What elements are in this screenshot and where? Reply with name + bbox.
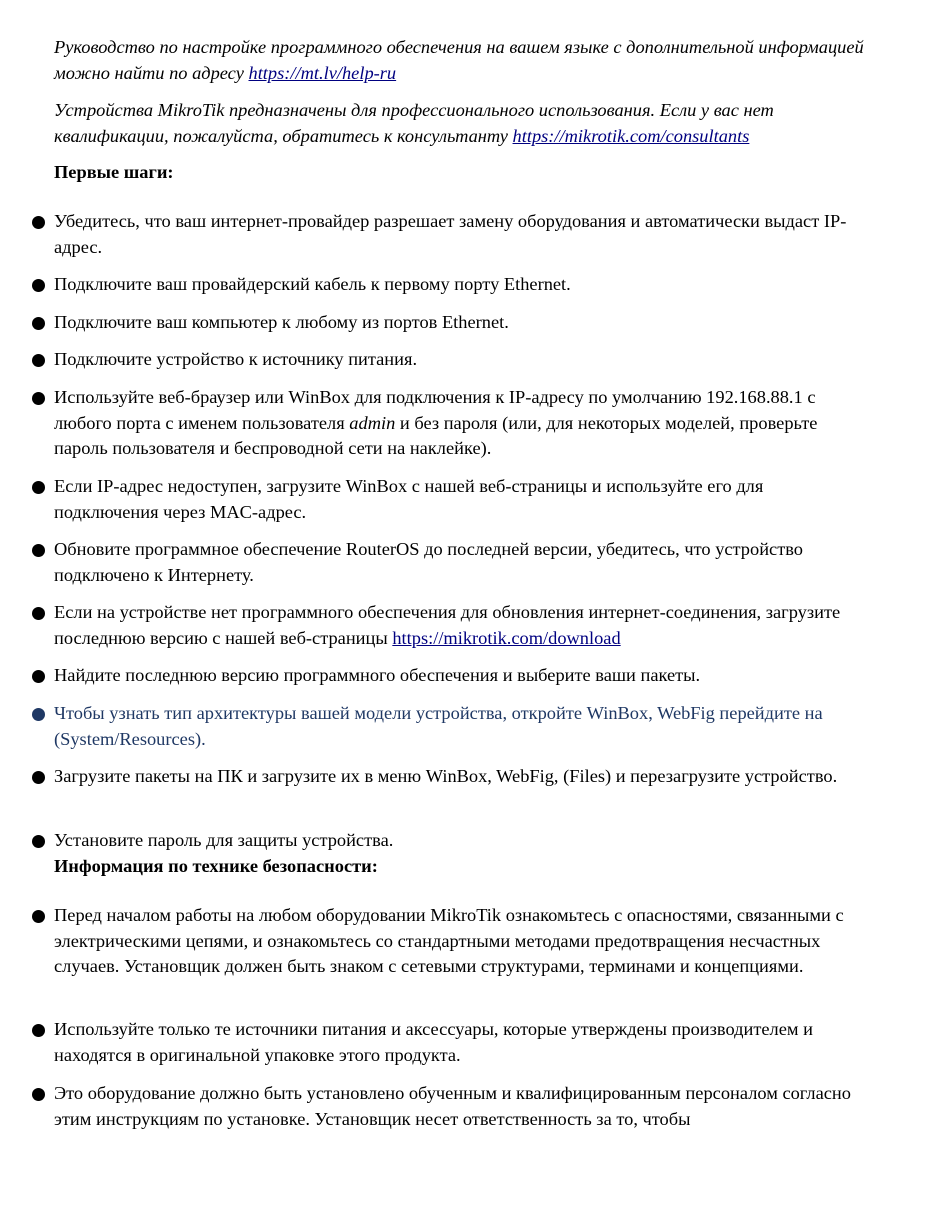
bullet-icon: [32, 392, 45, 405]
intro-help-paragraph: [54, 35, 866, 86]
list-item: [54, 537, 866, 588]
list-item: [54, 764, 866, 790]
list-item-text: Подключите ваш провайдерский кабель к первому порту Ethernet.: [54, 274, 571, 294]
list-item: [54, 474, 866, 525]
list-item-text: Перед началом работы на любом оборудовании MikroTik ознакомьтесь с опасностями, связанными с электрическими цепями, и ознакомьтесь со стандартными методами предотвращения несчастных случаев. Установщик должен быть знаком с сетевыми структурами, терминами и концепциями.: [54, 905, 844, 976]
list-item: [54, 310, 866, 336]
list-item-text: Чтобы узнать тип архитектуры вашей модели устройства, откройте WinBox, WebFig перейдите на (System/Resources).: [54, 703, 823, 749]
bullet-icon: [32, 544, 45, 557]
bullet-icon: [32, 1024, 45, 1037]
list-item: [54, 209, 866, 260]
bullet-icon: [32, 481, 45, 494]
list-item: [54, 385, 866, 462]
list-item-text: Обновите программное обеспечение RouterOS до последней версии, убедитесь, что устройство подключено к Интернету.: [54, 539, 803, 585]
list-item-text: Установите пароль для защиты устройства.: [54, 830, 394, 850]
default-username: admin: [349, 412, 396, 433]
list-item: [54, 272, 866, 298]
bullet-icon: [32, 1088, 45, 1101]
list-item-text: Используйте веб-браузер или WinBox для подключения к IP-адресу по умолчанию 192.168.88.1 с любого порта с именем пользователя: [54, 387, 816, 433]
list-item-text: Убедитесь, что ваш интернет-провайдер разрешает замену оборудования и автоматически выдаст IP-адрес.: [54, 211, 847, 257]
bullet-icon: [32, 279, 45, 292]
bullet-icon: [32, 835, 45, 848]
bullet-icon: [32, 771, 45, 784]
list-item-architecture: [54, 701, 866, 752]
list-item-text: Найдите последнюю версию программного обеспечения и выберите ваши пакеты.: [54, 665, 701, 685]
bullet-icon: [32, 708, 45, 721]
list-item-text: Подключите ваш компьютер к любому из портов Ethernet.: [54, 312, 509, 332]
list-item: [54, 663, 866, 689]
download-link[interactable]: https://mikrotik.com/download: [392, 627, 621, 648]
list-item: [54, 347, 866, 373]
bullet-icon: [32, 910, 45, 923]
consultants-link[interactable]: https://mikrotik.com/consultants: [512, 125, 750, 146]
bullet-icon: [32, 216, 45, 229]
list-item-text: Подключите устройство к источнику питания.: [54, 349, 418, 369]
list-item: [54, 600, 866, 651]
list-item: [54, 828, 866, 854]
list-item-text: Если IP-адрес недоступен, загрузите WinBox с нашей веб-страницы и используйте его для подключения через MAC-адрес.: [54, 476, 764, 522]
intro-consultant-paragraph: [54, 98, 866, 149]
list-item-text: и без пароля (или, для некоторых моделей, проверьте пароль пользователя и беспроводной сети на наклейке).: [54, 412, 818, 458]
first-steps-heading: Первые шаги:: [54, 162, 174, 182]
list-item-text: Загрузите пакеты на ПК и загрузите их в меню WinBox, WebFig, (Files) и перезагрузите устройство.: [54, 766, 838, 786]
intro-help-text: Руководство по настройке программного обеспечения на вашем языке с дополнительной информацией можно найти по адресу: [54, 37, 864, 83]
list-item: [54, 1081, 866, 1132]
list-item-text: Используйте только те источники питания и аксессуары, которые утверждены производителем и находятся в оригинальной упаковке этого продукта.: [54, 1019, 813, 1065]
bullet-icon: [32, 354, 45, 367]
list-item: [54, 1017, 866, 1068]
safety-heading: Информация по технике безопасности:: [54, 856, 378, 876]
list-item-text: Это оборудование должно быть установлено обученным и квалифицированным персоналом согласно этим инструкциям по установке. Установщик несет ответственность за то, чтобы: [54, 1083, 851, 1129]
list-item: [54, 903, 866, 980]
bullet-icon: [32, 317, 45, 330]
list-item-text: Если на устройстве нет программного обеспечения для обновления интернет-соединения, загрузите последнюю версию с нашей веб-страницы: [54, 602, 841, 648]
help-link[interactable]: https://mt.lv/help-ru: [248, 62, 397, 83]
bullet-icon: [32, 670, 45, 683]
intro-consultant-text: Устройства MikroTik предназначены для профессионального использования. Если у вас нет квалификации, пожалуйста, обратитесь к консультанту: [54, 100, 774, 146]
bullet-icon: [32, 607, 45, 620]
